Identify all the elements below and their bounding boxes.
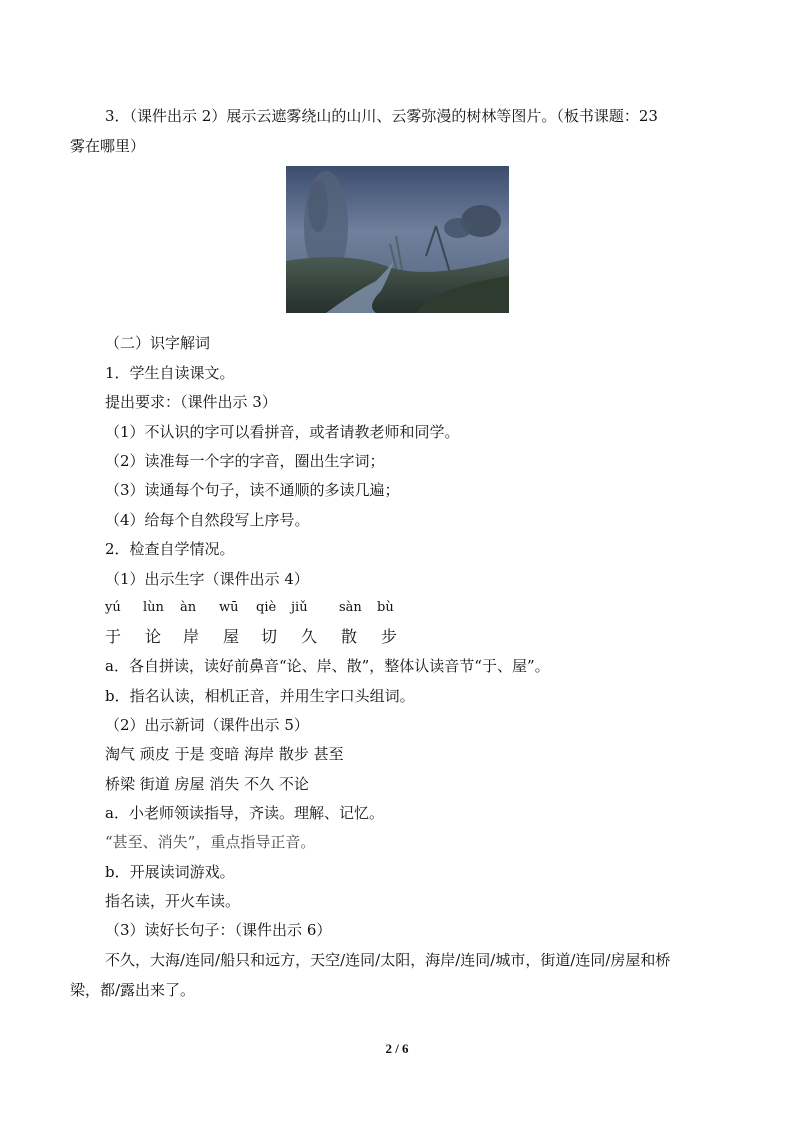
pinyin: bù	[377, 600, 394, 615]
paragraph-line: 2．检查自学情况。	[105, 540, 235, 558]
paragraph-line: 雾在哪里）	[70, 137, 146, 155]
paragraph-line: b．开展读词游戏。	[105, 863, 235, 881]
paragraph-line: 指名读，开火车读。	[105, 892, 241, 910]
paragraph-line: （3）读通每个句子，读不通顺的多读几遍；	[105, 481, 400, 499]
paragraph-line: a．各自拼读，读好前鼻音“论、岸、散”，整体认读音节“于、屋”。	[105, 657, 550, 675]
pinyin: lùn	[143, 600, 164, 615]
paragraph-line: 不久，大海/连同/船只和远方，天空/连同/太阳，海岸/连同/城市，街道/连同/房屋和桥	[105, 951, 671, 969]
word-list-line: 桥梁 街道 房屋 消失 不久 不论	[105, 775, 309, 793]
word-list-line: 淘气 顽皮 于是 变暗 海岸 散步 甚至	[105, 745, 344, 763]
paragraph-line: （2）出示新词（课件出示 5）	[105, 716, 309, 734]
paragraph-line: 3．（课件出示 2）展示云遮雾绕山的山川、云雾弥漫的树林等图片。（板书课题：23	[105, 107, 658, 125]
paragraph-line: b．指名认读，相机正音，并用生字口头组词。	[105, 687, 415, 705]
pinyin: wū	[219, 600, 239, 615]
pinyin: àn	[180, 600, 197, 615]
foggy-landscape-image	[286, 166, 509, 313]
pinyin: qiè	[256, 600, 277, 615]
character: 岸	[183, 627, 200, 646]
character: 步	[381, 627, 398, 646]
paragraph-line: 梁，都/露出来了。	[70, 981, 196, 999]
page-number: 2 / 6	[385, 1041, 409, 1056]
character: 散	[341, 627, 358, 646]
paragraph-line: （3）读好长句子：（课件出示 6）	[105, 921, 332, 939]
pinyin: yú	[105, 600, 121, 615]
paragraph-line: a．小老师领读指导，齐读。理解、记忆。	[105, 804, 384, 822]
paragraph-line: “甚至、消失”，重点指导正音。	[105, 833, 316, 851]
character: 屋	[223, 627, 240, 646]
pinyin: jiǔ	[291, 600, 308, 615]
paragraph-line: （4）给每个自然段写上序号。	[105, 511, 310, 529]
pinyin: sàn	[339, 600, 362, 615]
paragraph-line: 提出要求：（课件出示 3）	[105, 393, 277, 411]
character: 切	[261, 627, 278, 646]
paragraph-line: （2）读准每一个字的字音，圈出生字词；	[105, 452, 385, 470]
paragraph-line: （1）出示生字（课件出示 4）	[105, 570, 309, 588]
paragraph-line: 1．学生自读课文。	[105, 364, 235, 382]
character: 论	[145, 627, 162, 646]
section-heading: （二）识字解词	[105, 334, 211, 352]
character: 于	[105, 627, 122, 646]
character: 久	[301, 627, 318, 646]
paragraph-line: （1）不认识的字可以看拼音，或者请教老师和同学。	[105, 423, 460, 441]
